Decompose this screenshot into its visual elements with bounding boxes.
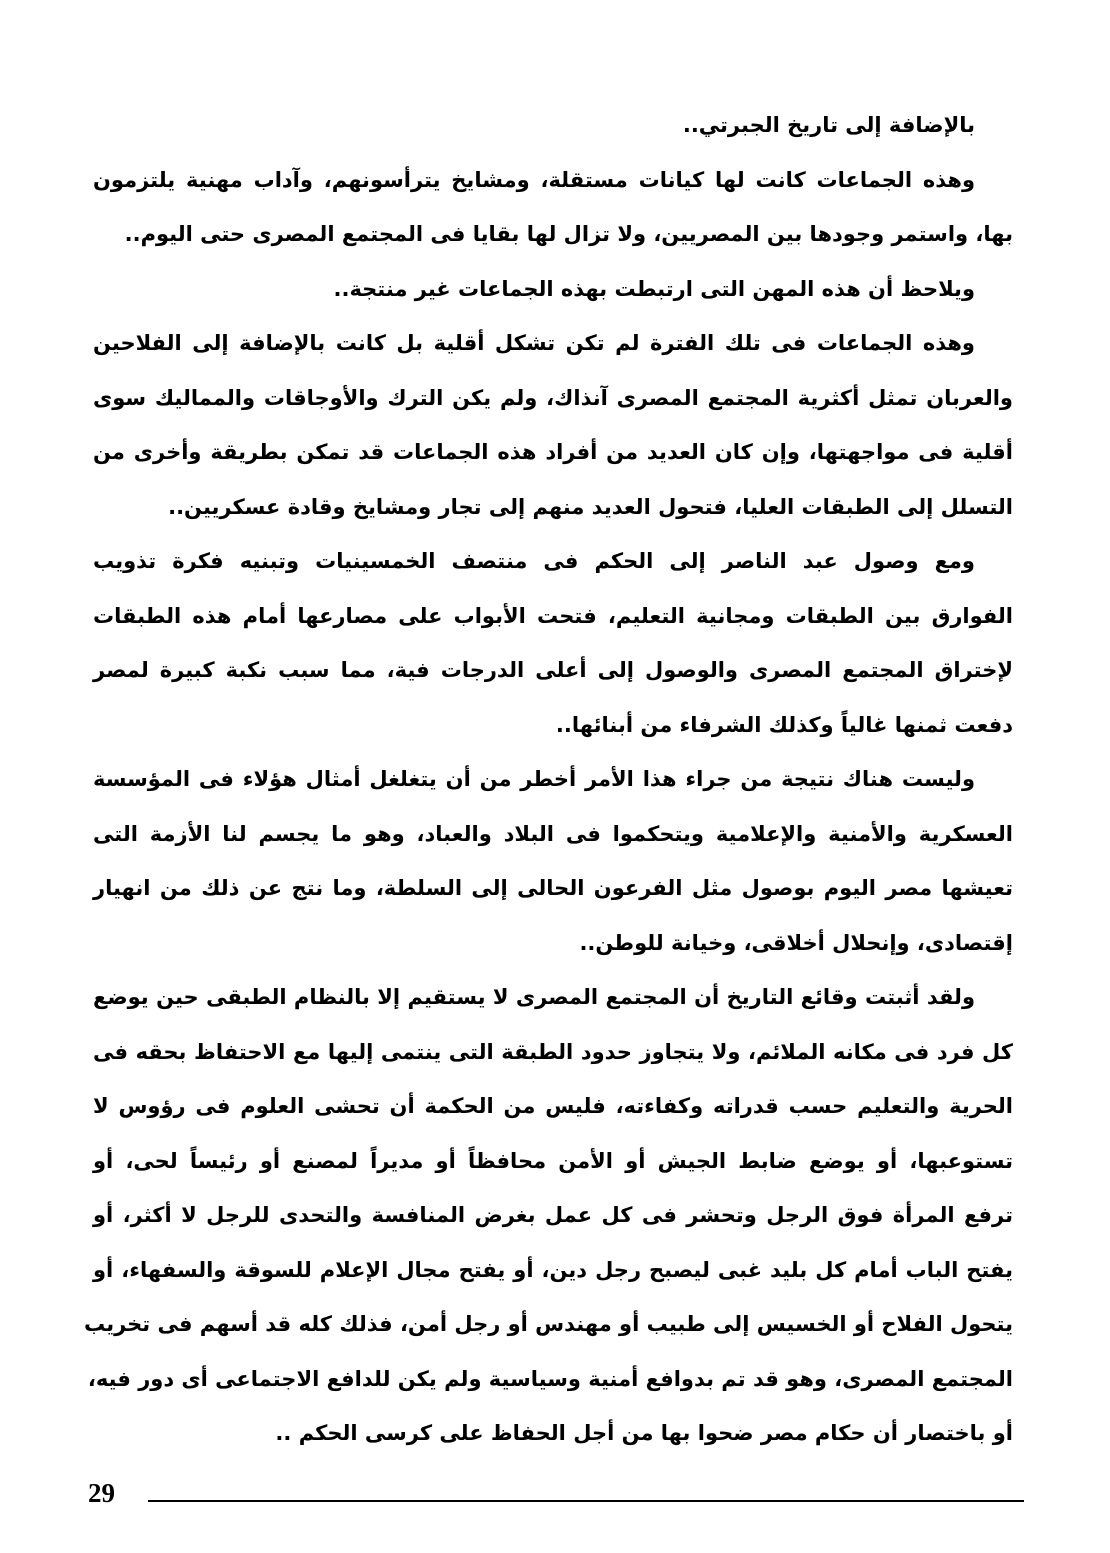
paragraph bbox=[93, 752, 1013, 970]
footer-rule bbox=[148, 1500, 1024, 1502]
paragraph bbox=[93, 262, 1013, 317]
page-number: 29 bbox=[88, 1478, 115, 1508]
text-line: دفعت ثمنها غالياً وكذلك الشرفاء من أبنائها.. bbox=[555, 712, 1013, 737]
text-line: أو باختصار أن حكام مصر ضحوا بها من أجل الحفاظ على كرسى الحكم .. bbox=[275, 1421, 1013, 1445]
text-line: ومع وصول عبد الناصر إلى الحكم فى منتصف الخمسينيات وتبنيه فكرة تذويب bbox=[93, 549, 975, 573]
text-line: التسلل إلى الطبقات العليا، فتحول العديد منهم إلى تجار ومشايخ وقادة عسكريين.. bbox=[168, 494, 1013, 519]
text-line: المجتمع المصرى، وهو قد تم بدوافع أمنية وسياسية ولم يكن للدافع الاجتماعى أى دور فيه، bbox=[87, 1366, 1013, 1391]
text-line: الحرية والتعليم حسب قدراته وكفاءته، فليس من الحكمة أن تحشى العلوم فى رؤوس لا bbox=[93, 1094, 1013, 1118]
text-line: تستوعبها، أو يوضع ضابط الجيش أو الأمن محافظاً أو مديراً لمصنع أو رئيساً لحى، أو bbox=[93, 1148, 1013, 1173]
text-line: يفتح الباب أمام كل بليد غبى ليصبح رجل دين، أو يفتح مجال الإعلام للسوقة والسفهاء، أو bbox=[93, 1257, 1013, 1282]
text-line: بها، واستمر وجودها بين المصريين، ولا تزال لها بقايا فى المجتمع المصرى حتى اليوم.. bbox=[124, 222, 1013, 246]
text-line: ويلاحظ أن هذه المهن التى ارتبطت بهذه الجماعات غير منتجة.. bbox=[333, 276, 975, 301]
text-line: والعربان تمثل أكثرية المجتمع المصرى آنذاك، ولم يكن الترك والأوجاقات والمماليك سوى bbox=[93, 385, 1013, 410]
text-line: وليست هناك نتيجة من جراء هذا الأمر أخطر من أن يتغلغل أمثال هؤلاء فى المؤسسة bbox=[93, 767, 975, 791]
text-line: وهذه الجماعات كانت لها كيانات مستقلة، ومشايخ يترأسونهم، وآداب مهنية يلتزمون bbox=[93, 167, 975, 192]
text-line: بالإضافة إلى تاريخ الجبرتي.. bbox=[682, 113, 975, 137]
text-line: ولقد أثبتت وقائع التاريخ أن المجتمع المصرى لا يستقيم إلا بالنظام الطبقى حين يوضع bbox=[93, 985, 975, 1009]
paragraph bbox=[93, 316, 1013, 534]
text-line: لإختراق المجتمع المصرى والوصول إلى أعلى الدرجات فية، مما سبب نكبة كبيرة لمصر bbox=[93, 658, 1013, 682]
paragraph bbox=[93, 153, 1013, 262]
text-line: يتحول الفلاح أو الخسيس إلى طبيب أو مهندس أو رجل أمن، فذلك كله قد أسهم فى تخريب bbox=[83, 1312, 1013, 1336]
text-line: أقلية فى مواجهتها، وإن كان العديد من أفراد هذه الجماعات قد تمكن بطريقة وأخرى من bbox=[93, 440, 1013, 464]
text-line: كل فرد فى مكانه الملائم، ولا يتجاوز حدود الطبقة التى ينتمى إليها مع الاحتفاظ بحقه فى bbox=[93, 1039, 1013, 1064]
paragraph bbox=[93, 98, 1013, 153]
page-footer bbox=[88, 1478, 1024, 1518]
text-line: ترفع المرأة فوق الرجل وتحشر فى كل عمل بغرض المنافسة والتحدى للرجل لا أكثر، أو bbox=[93, 1203, 1013, 1227]
text-line: إقتصادى، وإنحلال أخلاقى، وخيانة للوطن.. bbox=[579, 930, 1013, 955]
text-line: تعيشها مصر اليوم بوصول مثل الفرعون الحالى إلى السلطة، وما نتج عن ذلك من انهيار bbox=[93, 876, 1013, 900]
paragraph bbox=[83, 970, 1013, 1461]
text-line: العسكرية والأمنية والإعلامية ويتحكموا فى البلاد والعباد، وهو ما يجسم لنا الأزمة التى bbox=[93, 821, 1013, 846]
text-line: وهذه الجماعات فى تلك الفترة لم تكن تشكل أقلية بل كانت بالإضافة إلى الفلاحين bbox=[93, 331, 975, 355]
paragraph bbox=[93, 534, 1013, 752]
text-line: الفوارق بين الطبقات ومجانية التعليم، فتحت الأبواب على مصارعها أمام هذه الطبقات bbox=[93, 603, 1013, 628]
body-text bbox=[83, 98, 1013, 1461]
